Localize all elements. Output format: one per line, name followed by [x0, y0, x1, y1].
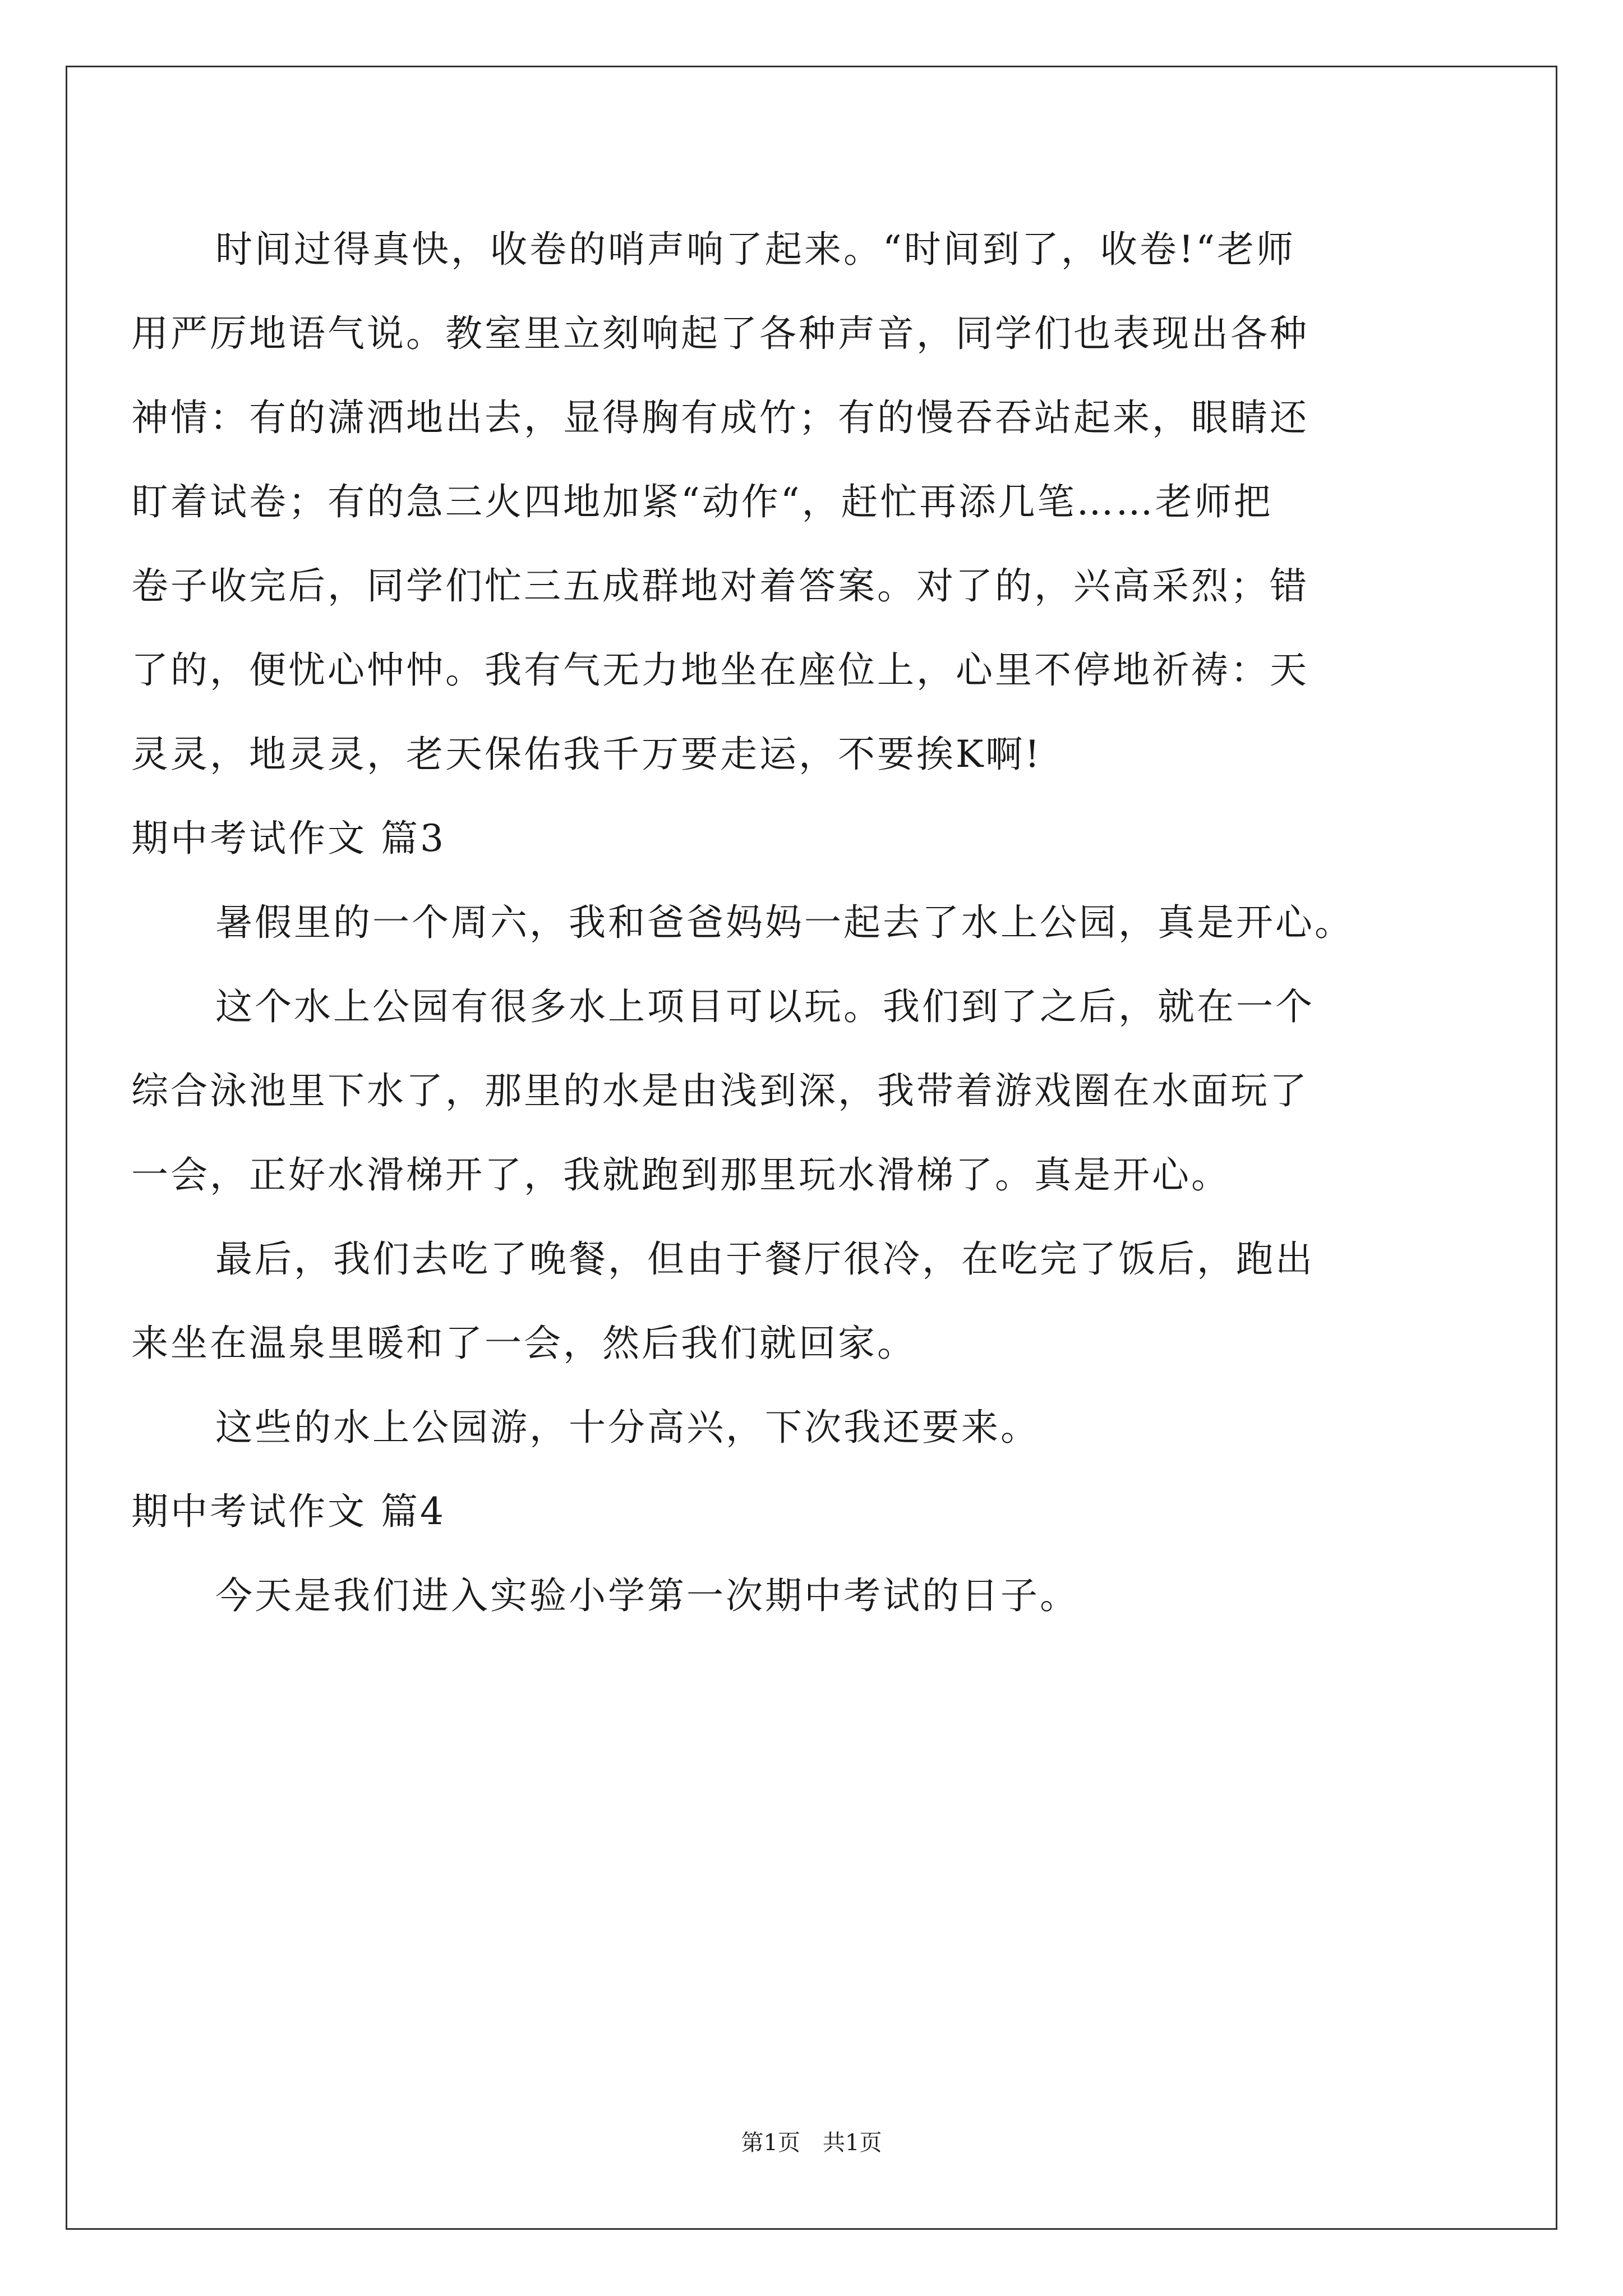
paragraph-line: 这些的水上公园游，十分高兴，下次我还要来。 — [215, 1406, 1040, 1449]
paragraph-line: 今天是我们进入实验小学第一次期中考试的日子。 — [215, 1574, 1079, 1617]
section-heading: 期中考试作文 篇4 — [131, 1490, 446, 1533]
page-footer: 第1页 共1页 — [741, 2130, 882, 2156]
paragraph-line: 了的，便忧心忡忡。我有气无力地坐在座位上，心里不停地祈祷：天 — [131, 648, 1309, 692]
page-border — [66, 66, 1557, 2230]
paragraph-line: 暑假里的一个周六，我和爸爸妈妈一起去了水上公园，真是开心。 — [215, 901, 1354, 944]
paragraph-line: 综合泳池里下水了，那里的水是由浅到深，我带着游戏圈在水面玩了 — [131, 1069, 1309, 1112]
paragraph-line: 用严厉地语气说。教室里立刻响起了各种声音，同学们也表现出各种 — [131, 312, 1309, 355]
paragraph-line: 最后，我们去吃了晚餐，但由于餐厅很冷，在吃完了饭后，跑出 — [215, 1237, 1315, 1281]
paragraph-line: 卷子收完后，同学们忙三五成群地对着答案。对了的，兴高采烈；错 — [131, 564, 1309, 608]
section-heading: 期中考试作文 篇3 — [131, 817, 446, 860]
paragraph-line: 神情：有的潇洒地出去，显得胸有成竹；有的慢吞吞站起来，眼睛还 — [131, 396, 1309, 439]
paragraph-line: 来坐在温泉里暖和了一会，然后我们就回家。 — [131, 1322, 916, 1365]
paragraph-line: 时间过得真快，收卷的哨声响了起来。“时间到了，收卷!“老师 — [215, 228, 1296, 271]
paragraph-line: 灵灵，地灵灵，老天保佑我千万要走运，不要挨K啊! — [131, 733, 1042, 776]
paragraph-line: 一会，正好水滑梯开了，我就跑到那里玩水滑梯了。真是开心。 — [131, 1153, 1230, 1197]
paragraph-line: 盯着试卷；有的急三火四地加紧“动作“，赶忙再添几笔……老师把 — [131, 480, 1273, 523]
paragraph-line: 这个水上公园有很多水上项目可以玩。我们到了之后，就在一个 — [215, 985, 1315, 1028]
